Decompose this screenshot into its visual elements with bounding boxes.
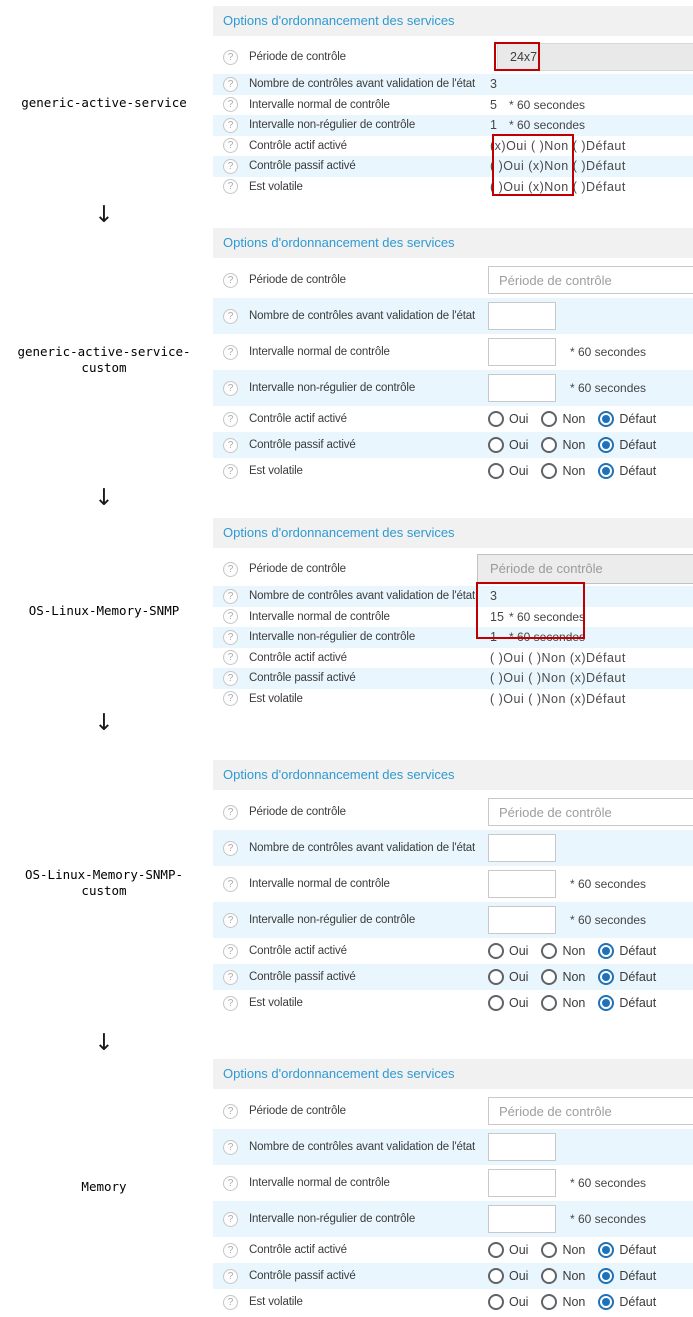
radio-option-label: Oui [509,996,529,1010]
row-label: Contrôle actif activé [249,1244,347,1256]
row-est-volatile [213,990,693,1016]
radio-option-label: Défaut [619,970,657,984]
row-label: Nombre de contrôles avant validation de l'état [249,842,476,854]
radio-icon [541,1242,557,1258]
help-icon[interactable]: ? [223,589,238,604]
row-controle-actif-active [213,406,693,432]
radio-state-text: ( )Oui ( )Non (x)Défaut [490,650,626,665]
row-label: Contrôle passif activé [249,439,356,451]
row-label: Contrôle actif activé [249,413,347,425]
nombre-de-controles-avant-validation-input[interactable] [488,302,556,330]
row-label: Nombre de contrôles avant validation de l'état [249,310,476,322]
row-value: 1 [490,118,497,133]
help-icon[interactable]: ? [223,1104,238,1119]
down-arrow-icon: ↓ [94,485,114,511]
est-volatile-radio-group [488,995,669,1011]
radio-option-label: Oui [509,464,529,478]
row-label: Période de contrôle [249,563,346,575]
row-label: Est volatile [249,1296,303,1308]
radio-option-label: Non [562,438,586,452]
help-icon[interactable]: ? [223,464,238,479]
radio-icon [598,411,614,427]
annotation-box-inherited-check-values [476,582,585,639]
row-value-group [490,671,626,685]
panel-OS-Linux-Memory-SNMP-custom [213,760,693,1016]
row-label: Intervalle non-régulier de contrôle [249,1213,416,1225]
radio-option-label: Défaut [619,1243,657,1257]
radio-option-défaut[interactable] [598,463,656,479]
radio-state-text: ( )Oui ( )Non (x)Défaut [490,691,626,706]
help-icon[interactable]: ? [223,1176,238,1191]
radio-option-label: Non [562,412,586,426]
radio-icon [488,437,504,453]
label-os-linux-memory-snmp-custom: OS-Linux-Memory-SNMP-custom [24,867,184,898]
annotation-box-24x7-value [494,42,540,71]
row-est-volatile [213,177,693,198]
row-nombre-de-controles-avant-validation [213,74,693,95]
help-icon[interactable]: ? [223,650,238,665]
help-icon[interactable]: ? [223,309,238,324]
help-icon[interactable]: ? [223,159,238,174]
row-intervalle-non-regulier-de-controle [213,627,693,648]
est-volatile-radio-group [488,1294,669,1310]
seconds-suffix-label: * 60 secondes [509,118,586,133]
radio-state-text: ( )Oui ( )Non (x)Défaut [490,671,626,686]
row-label: Période de contrôle [249,51,346,63]
help-icon[interactable]: ? [223,841,238,856]
row-intervalle-non-regulier-de-controle [213,370,693,406]
panel-Memory [213,1059,693,1315]
radio-option-label: Défaut [619,996,657,1010]
row-label: Intervalle non-régulier de contrôle [249,382,416,394]
down-arrow-icon: ↓ [94,1030,114,1056]
row-label: Intervalle non-régulier de contrôle [249,119,416,132]
row-label: Période de contrôle [249,806,346,818]
row-controle-passif-active [213,156,693,177]
label-generic-active-service-custom: generic-active-service-custom [17,344,191,375]
row-controle-passif-active [213,668,693,689]
seconds-suffix-label: * 60 secondes [509,97,586,112]
row-label: Contrôle actif activé [249,651,347,664]
seconds-suffix-label: * 60 secondes [570,345,647,359]
controle-actif-active-radio-group [488,1242,669,1258]
row-label: Est volatile [249,692,303,705]
intervalle-normal-de-controle-input[interactable] [488,870,556,898]
row-nombre-de-controles-avant-validation [213,298,693,334]
row-est-volatile [213,1289,693,1315]
row-intervalle-non-regulier-de-controle [213,902,693,938]
radio-option-label: Non [562,1295,586,1309]
seconds-suffix-label: * 60 secondes [570,1212,647,1226]
help-icon[interactable]: ? [223,609,238,624]
help-icon[interactable]: ? [223,630,238,645]
radio-option-non[interactable] [541,1268,585,1284]
row-label: Contrôle passif activé [249,160,356,173]
row-label: Nombre de contrôles avant validation de l'état [249,1141,476,1153]
radio-option-défaut[interactable] [598,943,656,959]
down-arrow-icon: ↓ [94,202,114,228]
radio-icon [541,995,557,1011]
help-icon[interactable]: ? [223,138,238,153]
radio-icon [488,995,504,1011]
row-label: Nombre de contrôles avant validation de l'état [249,78,476,91]
row-intervalle-normal-de-controle [213,334,693,370]
seconds-suffix-label: * 60 secondes [570,381,647,395]
radio-option-oui[interactable] [488,411,528,427]
radio-icon [541,1268,557,1284]
radio-option-oui[interactable] [488,1242,528,1258]
radio-icon [488,943,504,959]
row-controle-actif-active [213,136,693,157]
panel-generic-active-service-custom [213,228,693,484]
row-controle-passif-active [213,1263,693,1289]
radio-option-oui[interactable] [488,1294,528,1310]
radio-option-label: Défaut [619,1295,657,1309]
radio-option-label: Non [562,970,586,984]
radio-icon [488,969,504,985]
row-label: Nombre de contrôles avant validation de l'état [249,590,476,603]
row-periode-de-controle [213,40,693,74]
radio-option-label: Non [562,1243,586,1257]
panel-generic-active-service [213,6,693,197]
radio-option-label: Oui [509,970,529,984]
radio-option-défaut[interactable] [598,1268,656,1284]
controle-passif-active-radio-group [488,1268,669,1284]
row-label: Est volatile [249,465,303,477]
radio-icon [488,411,504,427]
radio-state-text: ( )Oui (x)Non ( )Défaut [490,179,626,194]
row-label: Intervalle normal de contrôle [249,1177,390,1189]
help-icon[interactable]: ? [223,691,238,706]
help-icon[interactable]: ? [223,381,238,396]
controle-passif-active-radio-group [488,437,669,453]
row-value-group [490,77,497,91]
radio-option-défaut[interactable] [598,969,656,985]
row-intervalle-normal-de-controle [213,607,693,628]
row-label: Période de contrôle [249,274,346,286]
periode-de-controle-input[interactable] [488,1097,693,1125]
est-volatile-radio-group [488,463,669,479]
radio-icon [598,943,614,959]
nombre-de-controles-avant-validation-input[interactable] [488,834,556,862]
help-icon[interactable]: ? [223,671,238,686]
radio-option-oui[interactable] [488,437,528,453]
radio-option-oui[interactable] [488,969,528,985]
row-value-group [490,692,626,706]
radio-icon [598,463,614,479]
radio-icon [541,437,557,453]
row-label: Intervalle non-régulier de contrôle [249,631,416,644]
radio-icon [541,411,557,427]
intervalle-non-regulier-de-controle-input[interactable] [488,374,556,402]
controle-actif-active-radio-group [488,943,669,959]
row-label: Intervalle normal de contrôle [249,98,390,111]
seconds-suffix-label: * 60 secondes [570,1176,647,1190]
radio-option-label: Non [562,944,586,958]
seconds-suffix-label: * 60 secondes [509,630,586,645]
help-icon[interactable]: ? [223,944,238,959]
radio-icon [488,1268,504,1284]
row-value: 15 [490,609,504,624]
row-label: Contrôle passif activé [249,672,356,685]
row-intervalle-non-regulier-de-controle [213,1201,693,1237]
row-periode-de-controle [213,1093,693,1129]
row-intervalle-normal-de-controle [213,95,693,116]
panel-header-title: Options d'ordonnancement des services [213,228,693,258]
radio-option-non[interactable] [541,437,585,453]
radio-option-oui[interactable] [488,463,528,479]
radio-option-label: Oui [509,438,529,452]
seconds-suffix-label: * 60 secondes [570,913,647,927]
row-label: Est volatile [249,180,303,193]
select-value: 24x7 [510,50,538,64]
radio-option-label: Oui [509,412,529,426]
row-nombre-de-controles-avant-validation [213,1129,693,1165]
seconds-suffix-label: * 60 secondes [509,609,586,624]
intervalle-non-regulier-de-controle-input[interactable] [488,1205,556,1233]
help-icon[interactable]: ? [223,562,238,577]
row-label: Intervalle normal de contrôle [249,346,390,358]
row-label: Intervalle normal de contrôle [249,610,390,623]
radio-option-oui[interactable] [488,995,528,1011]
row-controle-actif-active [213,648,693,669]
radio-option-défaut[interactable] [598,1294,656,1310]
radio-icon [598,969,614,985]
row-nombre-de-controles-avant-validation [213,830,693,866]
radio-option-non[interactable] [541,1294,585,1310]
row-periode-de-controle [213,552,693,586]
row-value: 1 [490,630,497,645]
help-icon[interactable]: ? [223,1212,238,1227]
row-value: 3 [490,77,497,92]
radio-option-label: Défaut [619,944,657,958]
radio-icon [598,995,614,1011]
radio-state-text: (x)Oui ( )Non ( )Défaut [490,138,626,153]
radio-option-non[interactable] [541,969,585,985]
row-label: Est volatile [249,997,303,1009]
controle-actif-active-radio-group [488,411,669,427]
row-label: Intervalle normal de contrôle [249,878,390,890]
radio-option-oui[interactable] [488,1268,528,1284]
panel-header-title: Options d'ordonnancement des services [213,6,693,36]
help-icon[interactable]: ? [223,1140,238,1155]
row-label: Contrôle actif activé [249,945,347,957]
radio-option-label: Défaut [619,464,657,478]
label-memory: Memory [81,1179,127,1194]
radio-option-label: Défaut [619,438,657,452]
radio-option-non[interactable] [541,411,585,427]
row-controle-passif-active [213,432,693,458]
radio-option-oui[interactable] [488,943,528,959]
help-icon[interactable]: ? [223,97,238,112]
help-icon[interactable]: ? [223,877,238,892]
radio-icon [598,1268,614,1284]
help-icon[interactable]: ? [223,412,238,427]
periode-de-controle-input[interactable] [488,266,693,294]
row-est-volatile [213,458,693,484]
panel-OS-Linux-Memory-SNMP [213,518,693,709]
radio-icon [598,1242,614,1258]
panel-header-title: Options d'ordonnancement des services [213,1059,693,1089]
help-icon[interactable]: ? [223,179,238,194]
help-icon[interactable]: ? [223,805,238,820]
row-label: Contrôle actif activé [249,139,347,152]
radio-option-défaut[interactable] [598,437,656,453]
radio-option-label: Non [562,1269,586,1283]
intervalle-normal-de-controle-input[interactable] [488,338,556,366]
radio-option-non[interactable] [541,463,585,479]
radio-option-défaut[interactable] [598,995,656,1011]
help-icon[interactable]: ? [223,438,238,453]
intervalle-non-regulier-de-controle-input[interactable] [488,906,556,934]
periode-de-controle-input[interactable] [488,798,693,826]
row-intervalle-normal-de-controle [213,866,693,902]
row-value: 5 [490,97,497,112]
radio-icon [488,1294,504,1310]
row-value-group [490,98,585,112]
radio-icon [541,969,557,985]
intervalle-normal-de-controle-input[interactable] [488,1169,556,1197]
help-icon[interactable]: ? [223,1269,238,1284]
row-nombre-de-controles-avant-validation [213,586,693,607]
label-generic-active-service: generic-active-service [21,95,187,110]
nombre-de-controles-avant-validation-input[interactable] [488,1133,556,1161]
radio-option-label: Défaut [619,412,657,426]
help-icon[interactable]: ? [223,345,238,360]
radio-option-défaut[interactable] [598,1242,656,1258]
radio-option-label: Oui [509,1295,529,1309]
seconds-suffix-label: * 60 secondes [570,877,647,891]
row-periode-de-controle [213,794,693,830]
help-icon[interactable]: ? [223,273,238,288]
radio-option-label: Oui [509,1243,529,1257]
help-icon[interactable]: ? [223,996,238,1011]
radio-option-non[interactable] [541,943,585,959]
annotation-box-oui-non-radio-values [492,134,574,196]
radio-option-non[interactable] [541,1242,585,1258]
help-icon[interactable]: ? [223,1295,238,1310]
row-periode-de-controle [213,262,693,298]
help-icon[interactable]: ? [223,970,238,985]
periode-de-controle-input-disabled: Période de contrôle [477,554,693,584]
radio-option-label: Non [562,996,586,1010]
row-controle-actif-active [213,938,693,964]
panel-header-title: Options d'ordonnancement des services [213,518,693,548]
row-label: Période de contrôle [249,1105,346,1117]
row-intervalle-normal-de-controle [213,1165,693,1201]
radio-option-défaut[interactable] [598,411,656,427]
help-icon[interactable]: ? [223,1243,238,1258]
radio-option-label: Défaut [619,1269,657,1283]
row-intervalle-non-regulier-de-controle [213,115,693,136]
controle-passif-active-radio-group [488,969,669,985]
row-controle-passif-active [213,964,693,990]
radio-icon [598,1294,614,1310]
row-value-group [490,118,585,132]
help-icon[interactable]: ? [223,77,238,92]
help-icon[interactable]: ? [223,118,238,133]
radio-icon [488,463,504,479]
row-label: Contrôle passif activé [249,1270,356,1282]
row-est-volatile [213,689,693,710]
label-os-linux-memory-snmp: OS-Linux-Memory-SNMP [28,603,180,618]
radio-icon [541,1294,557,1310]
radio-option-label: Non [562,464,586,478]
radio-icon [598,437,614,453]
panel-header-title: Options d'ordonnancement des services [213,760,693,790]
radio-option-label: Oui [509,944,529,958]
radio-icon [488,1242,504,1258]
down-arrow-icon: ↓ [94,710,114,736]
help-icon[interactable]: ? [223,50,238,65]
row-label: Intervalle non-régulier de contrôle [249,914,416,926]
help-icon[interactable]: ? [223,913,238,928]
radio-option-non[interactable] [541,995,585,1011]
radio-state-text: ( )Oui (x)Non ( )Défaut [490,159,626,174]
radio-icon [541,943,557,959]
row-value-group [490,651,626,665]
row-label: Contrôle passif activé [249,971,356,983]
radio-option-label: Oui [509,1269,529,1283]
row-value: 3 [490,589,497,604]
row-controle-actif-active [213,1237,693,1263]
radio-icon [541,463,557,479]
